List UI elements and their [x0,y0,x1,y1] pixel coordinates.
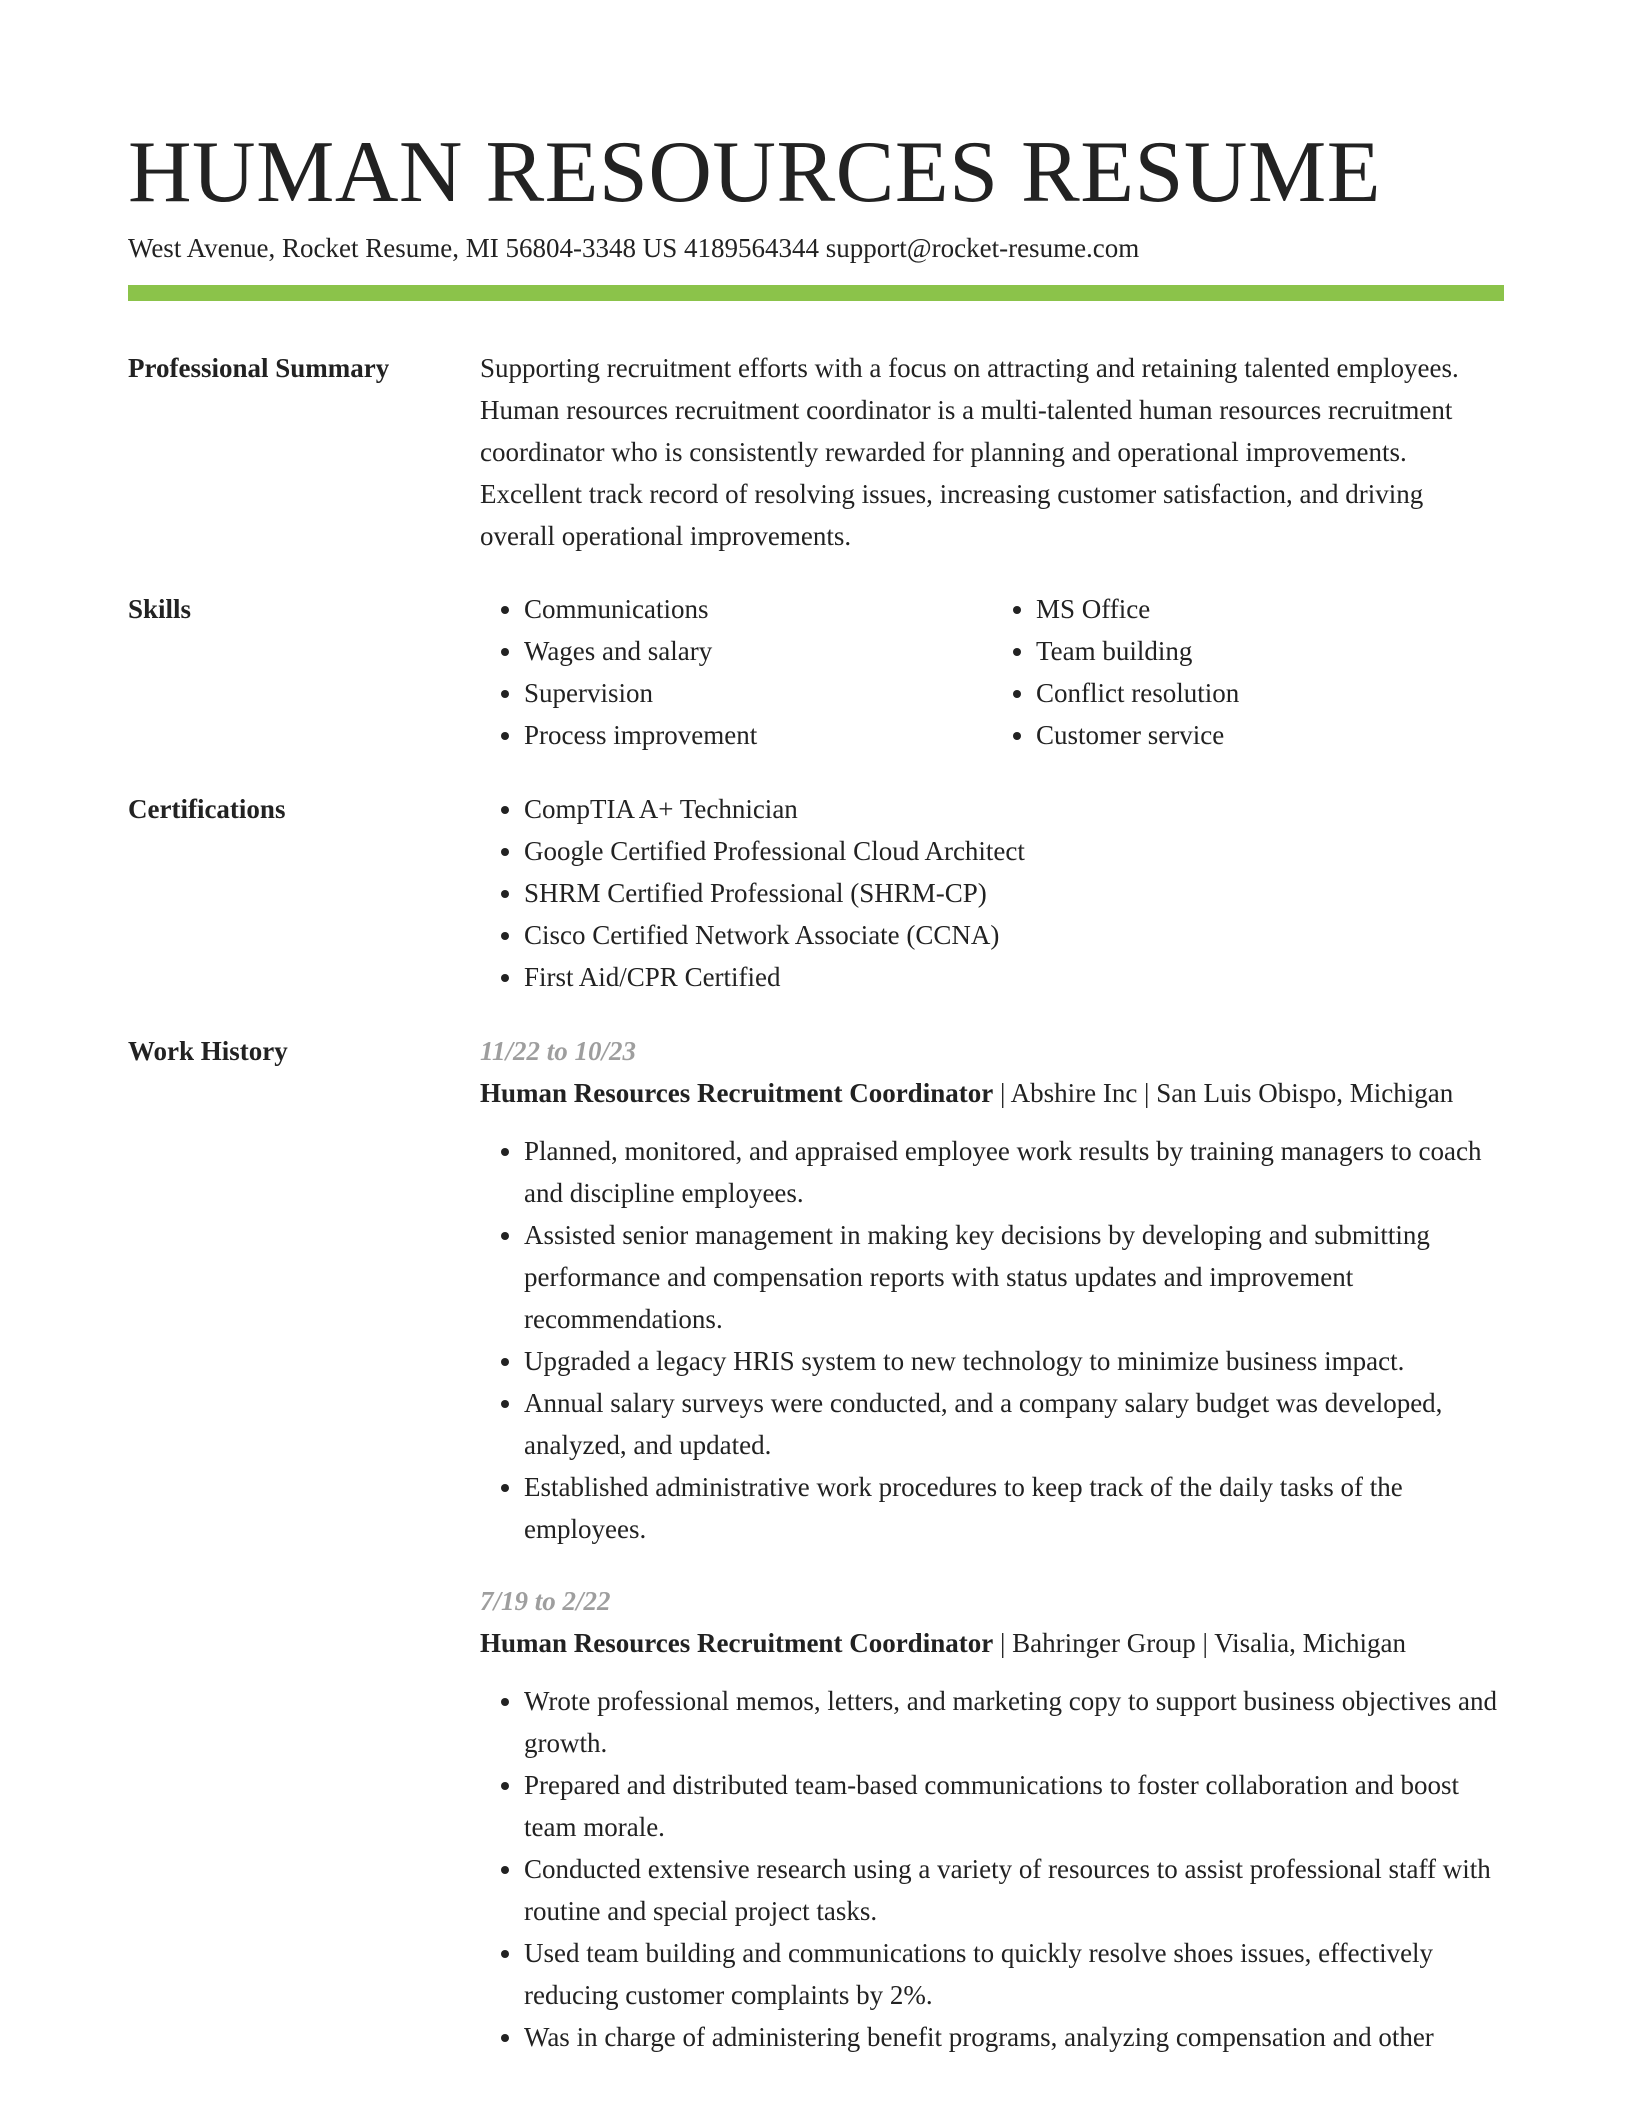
job-bullet: • Assisted senior management in making key decisions by developing and submitting performance and compensation reports with status updates and improvement recommendations. [524,1214,1504,1340]
job-bullet: • Used team building and communications to quickly resolve shoes issues, effectively reducing customer complaints by 2%. [524,1932,1504,2016]
skill-item: • MS Office [1036,588,1504,630]
skill-item: • Communications [524,588,992,630]
skills-column-2 [992,588,1504,756]
job-bullet: • Annual salary surveys were conducted, and a company salary budget was developed, analyzed, and updated. [524,1382,1504,1466]
skill-item: • Process improvement [524,714,992,756]
skill-item: • Conflict resolution [1036,672,1504,714]
skill-item: • Customer service [1036,714,1504,756]
job-bullet: • Prepared and distributed team-based communications to foster collaboration and boost team morale. [524,1764,1504,1848]
job-bullet: • Conducted extensive research using a variety of resources to assist professional staff with routine and special project tasks. [524,1848,1504,1932]
job-title-line [480,1622,1504,1664]
job-title: Human Resources Recruitment Coordinator [480,1628,994,1658]
accent-divider [128,285,1504,301]
job-title-line [480,1072,1504,1114]
job-details: | Bahringer Group | Visalia, Michigan [993,1628,1407,1658]
certification-item: • First Aid/CPR Certified [524,956,1504,998]
summary-text: Supporting recruitment efforts with a focus on attracting and retaining talented employees. Human resources recruitment coordinator is a multi-talented human resources recruitment coordinator who is consistently rewarded for planning and operational improvements. Excellent track record of resolving issues, increasing customer satisfaction, and driving overall operational improvements. [480,353,1459,551]
skill-item: • Supervision [524,672,992,714]
summary-label: Professional Summary [128,353,390,383]
job-dates: 11/22 to 10/23 [480,1036,637,1066]
contact-line [128,230,1139,266]
certifications-label: Certifications [128,794,286,824]
certifications-list [480,788,1504,998]
job-bullet: • Wrote professional memos, letters, and marketing copy to support business objectives and growth. [524,1680,1504,1764]
certification-item: • SHRM Certified Professional (SHRM-CP) [524,872,1504,914]
certification-item: • Cisco Certified Network Associate (CCNA) [524,914,1504,956]
resume-name: HUMAN RESOURCES RESUME [128,124,1381,221]
job-dates: 7/19 to 2/22 [480,1586,611,1616]
skills-column-1 [480,588,992,756]
contact-phone: 4189564344 [684,233,820,263]
summary-body [480,347,1504,557]
contact-address: West Avenue, Rocket Resume, MI 56804-3348 US [128,233,678,263]
certification-item: • CompTIA A+ Technician [524,788,1504,830]
contact-email: support@rocket-resume.com [825,233,1140,263]
job-bullet: • Established administrative work procedures to keep track of the daily tasks of the employees. [524,1466,1504,1550]
job-bullet: • Upgraded a legacy HRIS system to new technology to minimize business impact. [524,1340,1504,1382]
certification-item: • Google Certified Professional Cloud Architect [524,830,1504,872]
job-title: Human Resources Recruitment Coordinator [480,1078,994,1108]
skills-label: Skills [128,594,192,624]
work-history-label: Work History [128,1036,288,1066]
job-bullet: • Planned, monitored, and appraised employee work results by training managers to coach and discipline employees. [524,1130,1504,1214]
job-bullet: • Was in charge of administering benefit programs, analyzing compensation and other [524,2016,1504,2058]
job-bullets [480,1130,1504,1550]
skill-item: • Wages and salary [524,630,992,672]
job-entry [480,1580,1504,2058]
skills-body [480,588,1504,756]
job-entry [480,1030,1504,1550]
work-history-body [480,1030,1504,2058]
skill-item: • Team building [1036,630,1504,672]
job-details: | Abshire Inc | San Luis Obispo, Michigan [993,1078,1454,1108]
certifications-body [480,788,1504,998]
job-bullets [480,1680,1504,2058]
